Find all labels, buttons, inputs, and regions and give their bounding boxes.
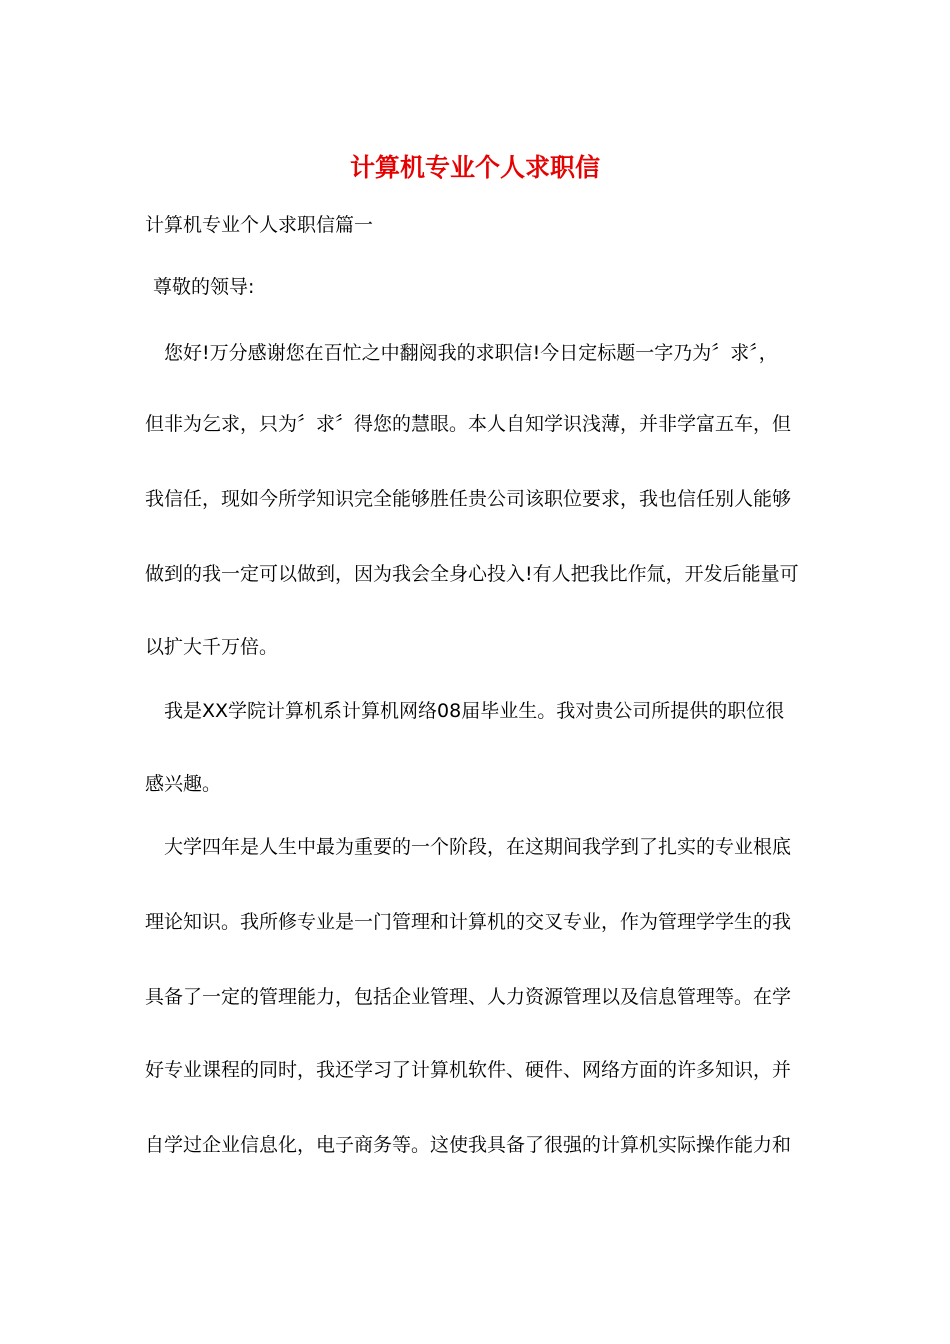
body-line: 我是XX学院计算机系计算机网络08届毕业生。我对贵公司所提供的职位很 xyxy=(145,700,785,722)
body-line: 以扩大千万倍。 xyxy=(145,636,279,658)
body-line: 感兴趣。 xyxy=(145,773,222,795)
body-line: 自学过企业信息化，电子商务等。这使我具备了很强的计算机实际操作能力和 xyxy=(145,1134,792,1156)
body-line: 理论知识。我所修专业是一门管理和计算机的交叉专业，作为管理学学生的我 xyxy=(145,911,792,933)
body-line: 具备了一定的管理能力，包括企业管理、人力资源管理以及信息管理等。在学 xyxy=(145,986,792,1008)
section-heading: 计算机专业个人求职信篇一 xyxy=(145,214,374,236)
letter-greeting: 尊敬的领导: xyxy=(153,276,255,298)
body-line: 好专业课程的同时，我还学习了计算机软件、硬件、网络方面的许多知识，并 xyxy=(145,1059,792,1081)
body-line: 但非为乞求，只为〞求〞得您的慧眼。本人自知学识浅薄，并非学富五车，但 xyxy=(145,413,792,435)
body-line: 您好!万分感谢您在百忙之中翻阅我的求职信!今日定标题一字乃为〞求〞， xyxy=(145,342,778,364)
body-line: 我信任，现如今所学知识完全能够胜任贵公司该职位要求，我也信任别人能够 xyxy=(145,488,792,510)
body-line: 大学四年是人生中最为重要的一个阶段，在这期间我学到了扎实的专业根底 xyxy=(145,836,792,858)
document-title: 计算机专业个人求职信 xyxy=(349,153,600,182)
body-line: 做到的我一定可以做到，因为我会全身心投入!有人把我比作氚，开发后能量可 xyxy=(145,563,799,585)
